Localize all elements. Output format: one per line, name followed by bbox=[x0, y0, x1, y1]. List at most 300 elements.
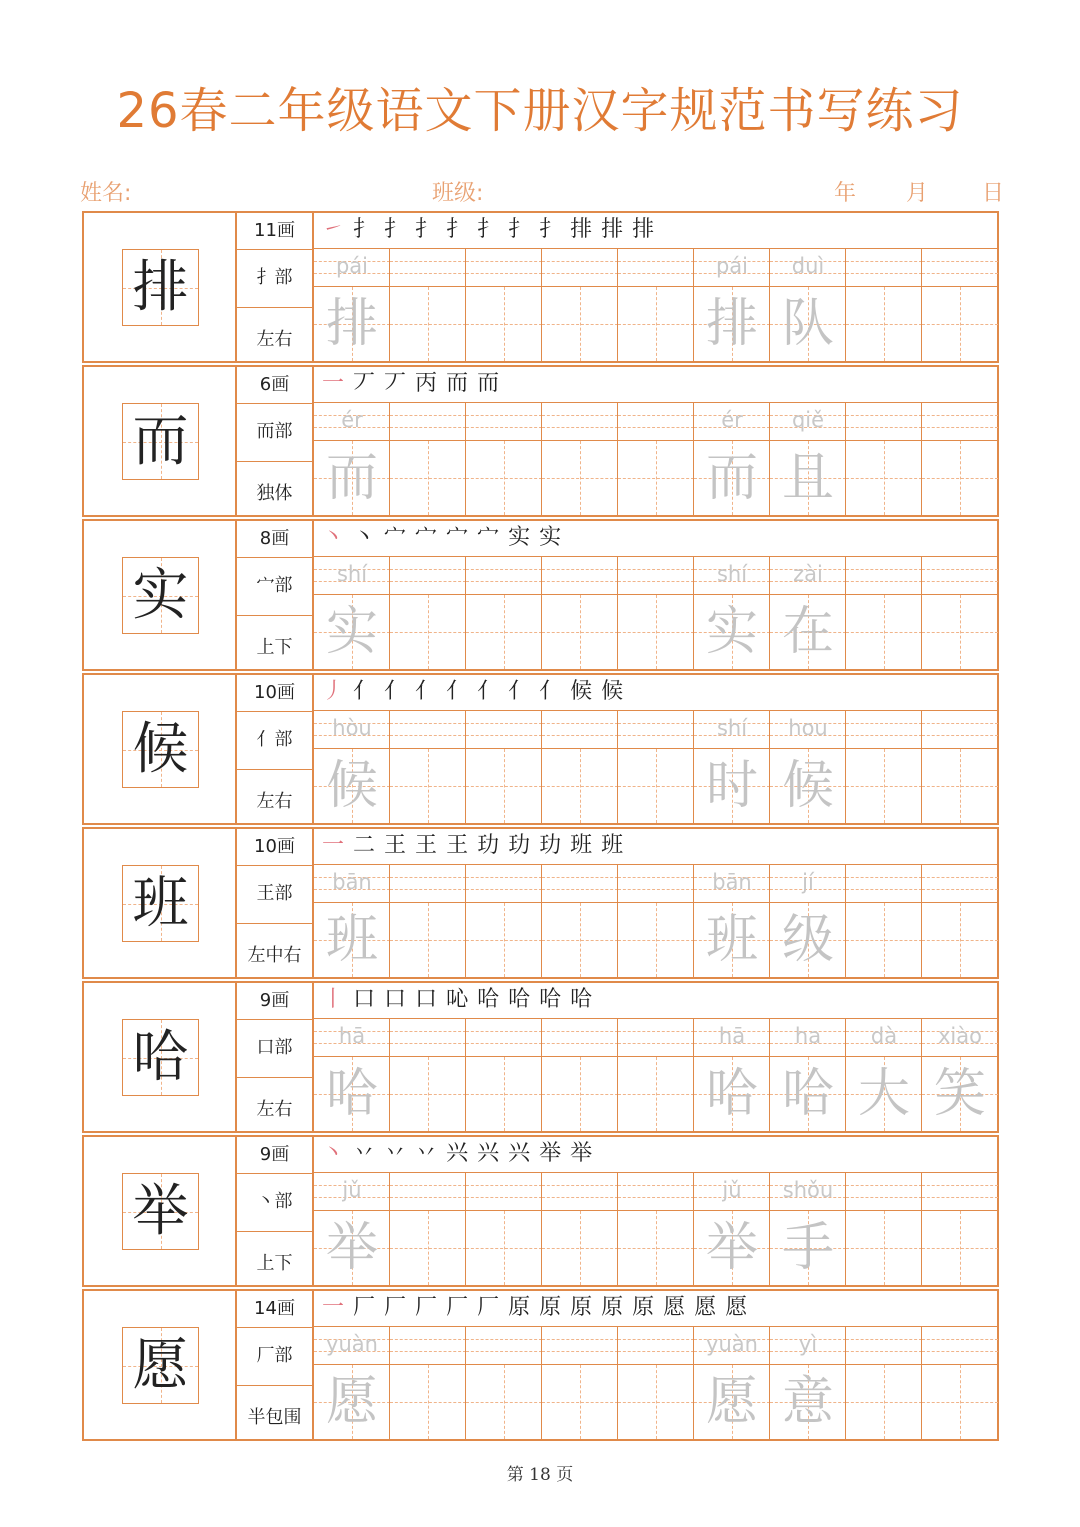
practice-cell[interactable] bbox=[618, 557, 694, 669]
practice-cell[interactable] bbox=[542, 711, 618, 823]
pinyin-box bbox=[846, 1327, 922, 1365]
tianzige-box bbox=[846, 595, 922, 669]
tianzige-box bbox=[122, 557, 199, 634]
practice-row bbox=[82, 673, 999, 825]
pinyin-box bbox=[314, 557, 390, 595]
tianzige-box bbox=[922, 287, 998, 361]
pinyin-box bbox=[694, 1173, 770, 1211]
tianzige-box bbox=[770, 287, 846, 361]
pinyin-box bbox=[314, 865, 390, 903]
tianzige-box bbox=[122, 249, 199, 326]
pinyin: yì bbox=[798, 1332, 818, 1356]
stroke-step: 丆 bbox=[384, 371, 407, 396]
pinyin: bān bbox=[712, 870, 752, 894]
model-char: 举 bbox=[132, 1179, 189, 1244]
pinyin: qiě bbox=[791, 408, 825, 432]
pinyin-box bbox=[618, 557, 694, 595]
trace-char bbox=[618, 1211, 694, 1285]
stroke-step: 丶 bbox=[322, 1141, 345, 1166]
pinyin-box bbox=[542, 249, 618, 287]
stroke-step: 扌 bbox=[384, 217, 407, 242]
model-char: 候 bbox=[132, 717, 189, 782]
practice-cell[interactable] bbox=[922, 249, 998, 361]
stroke-step: 实 bbox=[508, 525, 531, 550]
tianzige-box bbox=[922, 1057, 998, 1131]
tianzige-box bbox=[122, 711, 199, 788]
stroke-count: 9画 bbox=[237, 983, 312, 1020]
trace-char: 而 bbox=[325, 448, 378, 508]
stroke-step: 哈 bbox=[539, 987, 562, 1012]
practice-cell[interactable] bbox=[618, 1019, 694, 1131]
trace-char: 笑 bbox=[933, 1064, 986, 1124]
structure: 左中右 bbox=[247, 945, 302, 966]
trace-char bbox=[846, 287, 922, 361]
pinyin-box bbox=[770, 865, 846, 903]
tianzige-box bbox=[314, 749, 390, 823]
trace-char: 哈 bbox=[325, 1064, 378, 1124]
trace-char bbox=[618, 595, 694, 669]
stroke-step: 原 bbox=[508, 1295, 531, 1320]
stroke-step: 口 bbox=[353, 987, 376, 1012]
practice-cell[interactable] bbox=[770, 249, 846, 361]
practice-cell[interactable] bbox=[542, 403, 618, 515]
tianzige-box bbox=[122, 1019, 199, 1096]
pinyin-box bbox=[466, 557, 542, 595]
stroke-step: 兴 bbox=[446, 1141, 469, 1166]
practice-cell[interactable] bbox=[922, 557, 998, 669]
stroke-step: 亻 bbox=[446, 679, 469, 704]
trace-char: 大 bbox=[857, 1064, 910, 1124]
practice-cell[interactable] bbox=[694, 403, 770, 515]
tianzige-box bbox=[122, 865, 199, 942]
pinyin-box bbox=[694, 403, 770, 441]
radical: 王部 bbox=[237, 865, 312, 924]
pinyin-box bbox=[694, 711, 770, 749]
pinyin-box bbox=[390, 1173, 466, 1211]
practice-cell[interactable] bbox=[694, 865, 770, 977]
structure: 左右 bbox=[256, 1099, 293, 1120]
pinyin-box bbox=[846, 865, 922, 903]
practice-cell[interactable] bbox=[618, 1327, 694, 1439]
char-info bbox=[237, 521, 314, 669]
structure: 独体 bbox=[256, 483, 293, 504]
tianzige-box bbox=[770, 1057, 846, 1131]
trace-char bbox=[618, 441, 694, 515]
stroke-count: 14画 bbox=[237, 1291, 312, 1328]
practice-cell[interactable] bbox=[770, 403, 846, 515]
tianzige-box bbox=[846, 441, 922, 515]
practice-cell[interactable] bbox=[618, 403, 694, 515]
tianzige-box bbox=[618, 441, 694, 515]
writing-grid bbox=[314, 1291, 997, 1439]
stroke-step: 兴 bbox=[477, 1141, 500, 1166]
tianzige-box bbox=[542, 903, 618, 977]
stroke-step: 口 bbox=[384, 987, 407, 1012]
practice-cell[interactable] bbox=[770, 1327, 846, 1439]
stroke-step: 扌 bbox=[508, 217, 531, 242]
pinyin-box bbox=[314, 711, 390, 749]
stroke-count: 9画 bbox=[237, 1137, 312, 1174]
tianzige-box bbox=[922, 903, 998, 977]
writing-grid bbox=[314, 213, 997, 361]
practice-cell[interactable] bbox=[770, 557, 846, 669]
stroke-step: 原 bbox=[539, 1295, 562, 1320]
pinyin: bān bbox=[332, 870, 372, 894]
practice-cell[interactable] bbox=[542, 557, 618, 669]
trace-char bbox=[542, 595, 618, 669]
pinyin-box bbox=[618, 403, 694, 441]
trace-char bbox=[846, 1211, 922, 1285]
practice-cell[interactable] bbox=[922, 1019, 998, 1131]
practice-cell[interactable] bbox=[694, 1173, 770, 1285]
tianzige-box bbox=[694, 1365, 770, 1439]
practice-cell[interactable] bbox=[618, 865, 694, 977]
tianzige-box bbox=[694, 1057, 770, 1131]
tianzige-box bbox=[314, 1211, 390, 1285]
practice-row bbox=[82, 211, 999, 363]
pinyin-box bbox=[542, 403, 618, 441]
trace-char bbox=[846, 595, 922, 669]
trace-char: 时 bbox=[705, 756, 758, 816]
practice-cell[interactable] bbox=[466, 1327, 542, 1439]
practice-cell[interactable] bbox=[618, 249, 694, 361]
page-title: 26春二年级语文下册汉字规范书写练习 bbox=[116, 83, 964, 139]
tianzige-box bbox=[466, 1057, 542, 1131]
practice-cell[interactable] bbox=[542, 1327, 618, 1439]
stroke-step: 厂 bbox=[353, 1295, 376, 1320]
trace-char bbox=[466, 1365, 542, 1439]
stroke-step: 一 bbox=[322, 1295, 345, 1320]
trace-char bbox=[922, 595, 998, 669]
practice-cell[interactable] bbox=[922, 1173, 998, 1285]
trace-char bbox=[618, 1365, 694, 1439]
trace-char: 而 bbox=[705, 448, 758, 508]
pinyin-box bbox=[846, 403, 922, 441]
stroke-order bbox=[314, 1291, 997, 1327]
pinyin-box bbox=[618, 865, 694, 903]
stroke-step: ㇀ bbox=[322, 217, 345, 242]
stroke-order bbox=[314, 213, 997, 249]
practice-cell[interactable] bbox=[542, 1019, 618, 1131]
stroke-step: 哈 bbox=[477, 987, 500, 1012]
practice-cell[interactable] bbox=[846, 557, 922, 669]
tianzige-box bbox=[770, 903, 846, 977]
tianzige-box bbox=[466, 595, 542, 669]
radical: 亻部 bbox=[237, 711, 312, 770]
tianzige-box bbox=[542, 749, 618, 823]
tianzige-box bbox=[694, 595, 770, 669]
stroke-step: 班 bbox=[601, 833, 624, 858]
stroke-step: 王 bbox=[384, 833, 407, 858]
pinyin-box bbox=[314, 1327, 390, 1365]
stroke-step: 亻 bbox=[415, 679, 438, 704]
pinyin-box bbox=[922, 865, 998, 903]
stroke-step: 宀 bbox=[415, 525, 438, 550]
stroke-step: 亻 bbox=[353, 679, 376, 704]
practice-cell[interactable] bbox=[314, 865, 390, 977]
practice-cell[interactable] bbox=[390, 403, 466, 515]
stroke-order bbox=[314, 367, 997, 403]
model-char-cell bbox=[84, 213, 237, 361]
practice-cell[interactable] bbox=[618, 711, 694, 823]
tianzige-box bbox=[542, 595, 618, 669]
pinyin: yuàn bbox=[326, 1332, 378, 1356]
trace-char: 候 bbox=[325, 756, 378, 816]
pinyin: ér bbox=[721, 408, 743, 432]
pinyin-box bbox=[618, 1327, 694, 1365]
stroke-step: 兴 bbox=[508, 1141, 531, 1166]
practice-cell[interactable] bbox=[390, 711, 466, 823]
trace-char bbox=[390, 287, 466, 361]
radical: 而部 bbox=[237, 403, 312, 462]
pinyin-box bbox=[542, 1173, 618, 1211]
practice-cell[interactable] bbox=[542, 249, 618, 361]
trace-char bbox=[466, 749, 542, 823]
practice-cell[interactable] bbox=[466, 403, 542, 515]
practice-cell[interactable] bbox=[770, 1019, 846, 1131]
trace-char: 在 bbox=[781, 602, 834, 662]
tianzige-box bbox=[618, 749, 694, 823]
trace-char: 排 bbox=[325, 294, 378, 354]
trace-char bbox=[466, 1211, 542, 1285]
stroke-step: 宀 bbox=[446, 525, 469, 550]
tianzige-box bbox=[694, 287, 770, 361]
trace-char bbox=[466, 903, 542, 977]
practice-cell[interactable] bbox=[922, 1327, 998, 1439]
model-char-cell bbox=[84, 1291, 237, 1439]
trace-char bbox=[466, 595, 542, 669]
practice-cell[interactable] bbox=[314, 1327, 390, 1439]
pinyin: shí bbox=[336, 562, 368, 586]
practice-cell[interactable] bbox=[846, 865, 922, 977]
tianzige-box bbox=[694, 749, 770, 823]
practice-cell[interactable] bbox=[694, 711, 770, 823]
tianzige-box bbox=[694, 1211, 770, 1285]
practice-cell[interactable] bbox=[466, 249, 542, 361]
practice-cell[interactable] bbox=[770, 865, 846, 977]
trace-char: 队 bbox=[781, 294, 834, 354]
pinyin-box bbox=[314, 1019, 390, 1057]
stroke-step: 王 bbox=[446, 833, 469, 858]
pinyin-box bbox=[390, 249, 466, 287]
practice-cell[interactable] bbox=[390, 557, 466, 669]
practice-cell[interactable] bbox=[922, 865, 998, 977]
tianzige-box bbox=[542, 441, 618, 515]
pinyin-box bbox=[922, 403, 998, 441]
pinyin-box bbox=[770, 1173, 846, 1211]
stroke-step: 排 bbox=[570, 217, 593, 242]
practice-cell[interactable] bbox=[390, 1019, 466, 1131]
practice-cell[interactable] bbox=[466, 865, 542, 977]
stroke-step: 扌 bbox=[353, 217, 376, 242]
structure: 半包围 bbox=[247, 1407, 302, 1428]
pinyin-box bbox=[770, 1019, 846, 1057]
practice-cell[interactable] bbox=[542, 865, 618, 977]
practice-cell[interactable] bbox=[390, 1173, 466, 1285]
pinyin-box bbox=[314, 403, 390, 441]
pinyin-box bbox=[618, 1173, 694, 1211]
trace-char bbox=[922, 903, 998, 977]
trace-char bbox=[390, 749, 466, 823]
model-char-cell bbox=[84, 675, 237, 823]
tianzige-box bbox=[466, 903, 542, 977]
practice-cell[interactable] bbox=[390, 865, 466, 977]
stroke-step: 二 bbox=[353, 833, 376, 858]
practice-cell[interactable] bbox=[770, 1173, 846, 1285]
stroke-step: 丙 bbox=[415, 371, 438, 396]
tianzige-box bbox=[314, 903, 390, 977]
practice-cell[interactable] bbox=[314, 249, 390, 361]
practice-cell[interactable] bbox=[694, 557, 770, 669]
structure: 上下 bbox=[256, 1253, 293, 1274]
trace-char bbox=[542, 441, 618, 515]
pinyin: zài bbox=[793, 562, 823, 586]
pinyin-box bbox=[390, 865, 466, 903]
pinyin-box bbox=[846, 711, 922, 749]
practice-cell[interactable] bbox=[694, 1327, 770, 1439]
tianzige-box bbox=[922, 441, 998, 515]
stroke-step: 扌 bbox=[477, 217, 500, 242]
tianzige-box bbox=[542, 287, 618, 361]
tianzige-box bbox=[466, 1365, 542, 1439]
pinyin-box bbox=[694, 1327, 770, 1365]
stroke-step: 亻 bbox=[539, 679, 562, 704]
trace-char: 哈 bbox=[705, 1064, 758, 1124]
stroke-step: 原 bbox=[570, 1295, 593, 1320]
tianzige-box bbox=[314, 287, 390, 361]
practice-cell[interactable] bbox=[846, 711, 922, 823]
practice-cell[interactable] bbox=[314, 1173, 390, 1285]
pinyin-box bbox=[466, 865, 542, 903]
writing-grid bbox=[314, 1137, 997, 1285]
practice-cell[interactable] bbox=[466, 557, 542, 669]
pinyin: yuàn bbox=[706, 1332, 758, 1356]
practice-cell[interactable] bbox=[770, 711, 846, 823]
pinyin-box bbox=[846, 1019, 922, 1057]
stroke-step: 排 bbox=[601, 217, 624, 242]
trace-char bbox=[846, 1365, 922, 1439]
practice-cell[interactable] bbox=[466, 711, 542, 823]
tianzige-box bbox=[314, 595, 390, 669]
stroke-step: 丷 bbox=[384, 1141, 407, 1166]
pinyin-box bbox=[922, 711, 998, 749]
stroke-step: 宀 bbox=[477, 525, 500, 550]
trace-char: 排 bbox=[705, 294, 758, 354]
practice-cell[interactable] bbox=[846, 403, 922, 515]
model-char-cell bbox=[84, 1137, 237, 1285]
practice-cell[interactable] bbox=[390, 249, 466, 361]
trace-char: 哈 bbox=[781, 1064, 834, 1124]
stroke-order bbox=[314, 521, 997, 557]
pinyin-box bbox=[846, 249, 922, 287]
trace-char bbox=[846, 441, 922, 515]
model-char-cell bbox=[84, 521, 237, 669]
pinyin-box bbox=[770, 711, 846, 749]
pinyin: shǒu bbox=[782, 1178, 834, 1202]
stroke-step: 扌 bbox=[539, 217, 562, 242]
stroke-step: 候 bbox=[601, 679, 624, 704]
practice-cell[interactable] bbox=[694, 249, 770, 361]
stroke-step: 哈 bbox=[508, 987, 531, 1012]
practice-cell[interactable] bbox=[466, 1173, 542, 1285]
pinyin: hou bbox=[788, 716, 828, 740]
page-number: 第 18 页 bbox=[506, 1465, 574, 1485]
tianzige-box bbox=[542, 1211, 618, 1285]
pinyin: hā bbox=[338, 1024, 366, 1048]
practice-row bbox=[82, 365, 999, 517]
name-label: 姓名: bbox=[80, 181, 132, 206]
practice-cell[interactable] bbox=[618, 1173, 694, 1285]
tianzige-box bbox=[390, 903, 466, 977]
stroke-step: 丆 bbox=[353, 371, 376, 396]
model-char: 排 bbox=[132, 255, 189, 320]
tianzige-box bbox=[770, 1365, 846, 1439]
practice-cell[interactable] bbox=[390, 1327, 466, 1439]
practice-row bbox=[82, 1135, 999, 1287]
stroke-step: 哈 bbox=[570, 987, 593, 1012]
pinyin-box bbox=[922, 557, 998, 595]
trace-char bbox=[466, 287, 542, 361]
tianzige-box bbox=[846, 287, 922, 361]
pinyin-box bbox=[466, 1173, 542, 1211]
practice-cell[interactable] bbox=[314, 711, 390, 823]
practice-cell[interactable] bbox=[922, 711, 998, 823]
stroke-step: 扌 bbox=[415, 217, 438, 242]
tianzige-box bbox=[694, 441, 770, 515]
class-label: 班级: bbox=[432, 181, 484, 206]
stroke-step: 玏 bbox=[477, 833, 500, 858]
pinyin-box bbox=[846, 1173, 922, 1211]
tianzige-box bbox=[770, 441, 846, 515]
tianzige-box bbox=[618, 287, 694, 361]
practice-cell[interactable] bbox=[314, 1019, 390, 1131]
radical: 厂部 bbox=[237, 1327, 312, 1386]
pinyin: duì bbox=[791, 254, 825, 278]
practice-cell[interactable] bbox=[314, 557, 390, 669]
tianzige-box bbox=[390, 287, 466, 361]
practice-cell[interactable] bbox=[846, 1173, 922, 1285]
tianzige-box bbox=[922, 595, 998, 669]
tianzige-box bbox=[618, 595, 694, 669]
trace-char bbox=[542, 1211, 618, 1285]
trace-char bbox=[390, 441, 466, 515]
pinyin: ha bbox=[794, 1024, 822, 1048]
trace-char bbox=[618, 1057, 694, 1131]
stroke-step: 厂 bbox=[415, 1295, 438, 1320]
pinyin-box bbox=[922, 1173, 998, 1211]
stroke-order bbox=[314, 829, 997, 865]
practice-cell[interactable] bbox=[846, 1327, 922, 1439]
char-info bbox=[237, 983, 314, 1131]
practice-cell[interactable] bbox=[314, 403, 390, 515]
stroke-step: 扌 bbox=[446, 217, 469, 242]
practice-cell[interactable] bbox=[466, 1019, 542, 1131]
practice-cell[interactable] bbox=[694, 1019, 770, 1131]
pinyin: jí bbox=[802, 870, 814, 894]
tianzige-box bbox=[466, 749, 542, 823]
stroke-step: 丶 bbox=[322, 525, 345, 550]
practice-cell[interactable] bbox=[922, 403, 998, 515]
trace-char: 级 bbox=[781, 910, 834, 970]
model-char: 愿 bbox=[132, 1333, 189, 1398]
structure: 左右 bbox=[256, 329, 293, 350]
pinyin-box bbox=[694, 1019, 770, 1057]
practice-cell[interactable] bbox=[542, 1173, 618, 1285]
pinyin-box bbox=[542, 1019, 618, 1057]
practice-cell[interactable] bbox=[846, 249, 922, 361]
char-info bbox=[237, 367, 314, 515]
practice-cell[interactable] bbox=[846, 1019, 922, 1131]
